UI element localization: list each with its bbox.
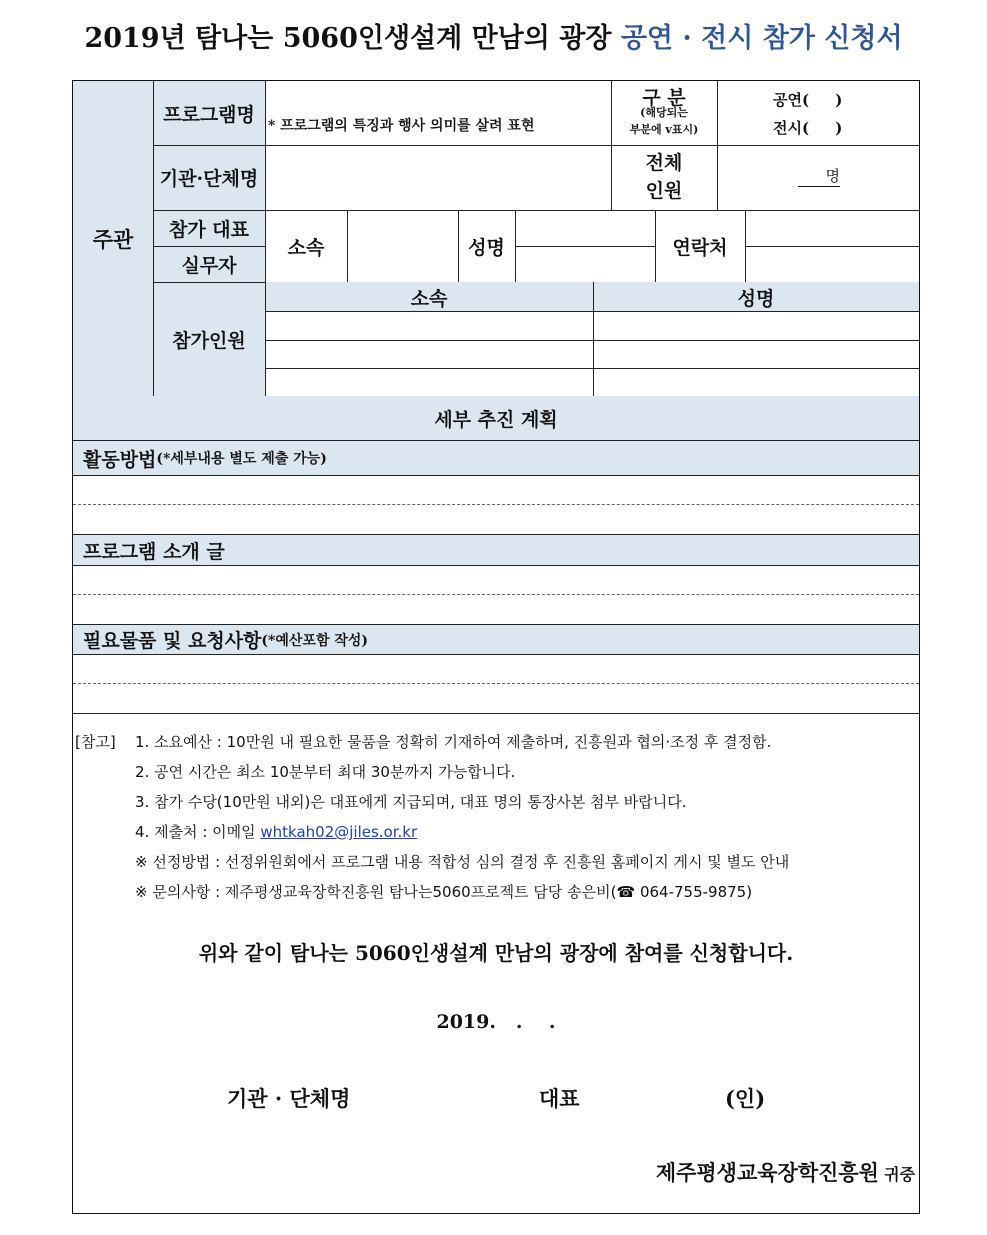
org-name-field[interactable] [265,145,611,210]
note-item-4: 4. 제출처 : 이메일 whtkah02@jiles.or.kr [135,823,418,841]
title-highlight: 공연 · 전시 참가 신청서 [620,23,903,54]
supplies-line-1[interactable] [73,655,919,684]
activity-line-2[interactable] [73,505,919,535]
closing-recipient-suffix: 귀중 [884,1165,915,1184]
supplies-sub: (*예산포함 작성) [261,632,369,649]
category-hint: (해당되는 부분에 v표시) [629,106,699,136]
plan-header: 세부 추진 계획 [434,409,558,431]
closing-statement: 위와 같이 탐나는 5060인생설계 만남의 광장에 참여를 신청합니다. [198,941,794,965]
note-selection: ※ 선정방법 : 선정위원회에서 프로그램 내용 적합성 심의 결정 후 진흥원 홈페이지 게시 및 별도 안내 [135,853,790,871]
participants-col-affiliation: 소속 [410,287,448,310]
total-label: 전체 인원 [645,152,683,202]
exhibition-checkbox[interactable]: 전시( ) [773,119,843,137]
closing-date: 2019. . . [436,1011,556,1033]
program-name-hint: * 프로그램의 특징과 행사 의미를 살려 표현 [268,118,535,134]
note-item-3: 3. 참가 수당(10만원 내외)은 대표에게 지급되며, 대표 명의 통장사본 첨부 바랍니다. [135,793,687,811]
intro-line-1[interactable] [73,566,919,595]
closing-org-label: 기관 · 단체명 [227,1086,351,1111]
program-name-label: 프로그램명 [163,103,255,126]
note-inquiry: ※ 문의사항 : 제주평생교육장학진흥원 탐나는5060프로젝트 담당 송은비(☎ 064-755-9875) [135,883,753,901]
note-item-1: 1. 소요예산 : 10만원 내 필요한 물품을 정확히 기재하여 제출하며, 진흥원과 협의·조정 후 결정함. [135,733,772,751]
supplies-label: 필요물품 및 요청사항 [83,630,262,652]
host-label: 주관 [92,226,134,252]
activity-label: 활동방법 [83,448,157,471]
rep-contact-label: 연락처 [672,236,728,259]
intro-label: 프로그램 소개 글 [83,540,225,563]
notes-prefix: [참고] [75,733,116,751]
closing-recipient-line [656,1157,915,1187]
title-main: 2019년 탐나는 5060인생설계 만남의 광장 [84,23,612,54]
participants-label: 참가인원 [172,329,246,352]
intro-section [73,535,919,566]
rep-label-1: 참가 대표 [168,218,250,241]
performance-checkbox[interactable]: 공연( ) [773,91,843,109]
activity-line-1[interactable] [73,476,919,505]
participants-col-name: 성명 [737,287,775,310]
rep-name-label: 성명 [468,236,505,259]
activity-section [73,441,919,476]
supplies-line-2[interactable] [73,684,919,714]
submit-email-link[interactable]: whtkah02@jiles.or.kr [260,823,418,841]
rep-affiliation-field[interactable] [347,210,458,282]
note-item-2: 2. 공연 시간은 최소 10분부터 최대 30분까지 가능합니다. [135,763,516,781]
supplies-section [73,625,919,655]
rep-label-2: 실무자 [181,254,237,277]
participants-name-rows[interactable] [593,312,919,396]
participants-affiliation-rows[interactable] [265,312,593,396]
application-form [72,80,920,1214]
closing-seal: (인) [725,1086,766,1111]
intro-line-2[interactable] [73,595,919,625]
total-unit: 명 [798,165,840,187]
activity-sub: (*세부내용 별도 제출 가능) [156,451,327,467]
closing-recipient: 제주평생교육장학진흥원 [655,1160,879,1185]
org-name-label: 기관·단체명 [159,168,259,190]
category-label: 구 분 [642,87,686,109]
rep-affiliation-label: 소속 [287,236,325,259]
program-name-field[interactable] [265,81,611,145]
page-title [0,16,987,55]
closing-rep-label: 대표 [539,1086,580,1111]
